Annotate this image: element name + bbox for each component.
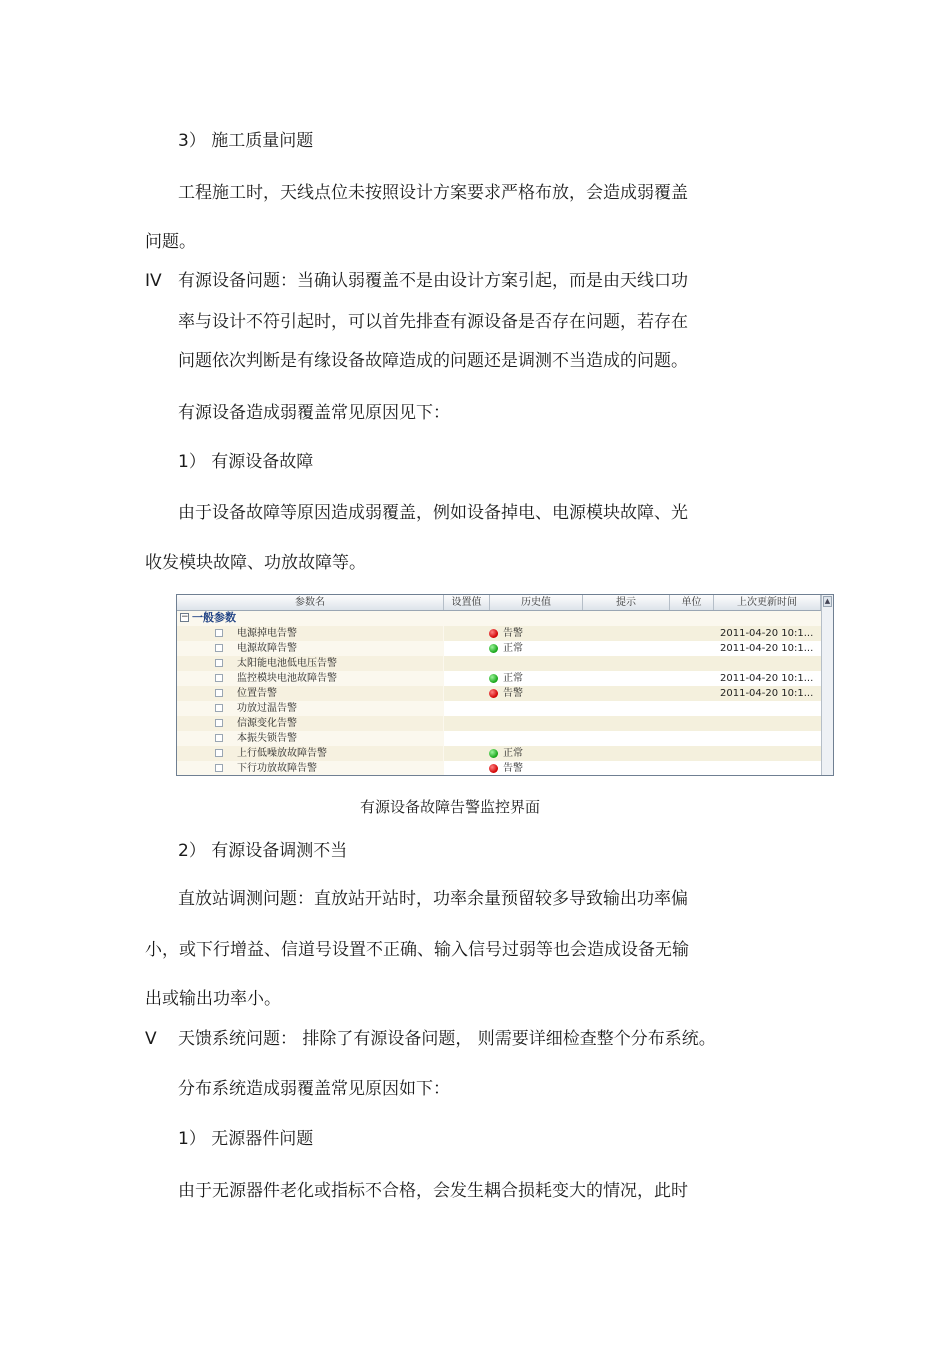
row-value-cells [444,701,821,716]
param-name: 功放过温告警 [237,703,297,714]
row-checkbox[interactable] [215,719,223,727]
param-name: 下行功放故障告警 [237,763,317,774]
row-value-cells [444,731,821,746]
row-value-cells [444,716,821,731]
paragraph-text: 小，或下行增益、信道号设置不正确、输入信号过弱等也会造成设备无输 [145,940,689,960]
row-checkbox[interactable] [215,659,223,667]
normal-green-dot-icon [489,749,498,758]
paragraph-text: 直放站调测问题：直放站开站时，功率余量预留较多导致输出功率偏 [178,889,688,909]
paragraph-text: 有源设备造成弱覆盖常见原因见下： [178,403,450,423]
table-row[interactable] [177,656,821,671]
param-name: 信源变化告警 [237,718,297,729]
collapse-icon[interactable]: − [181,612,189,622]
row-checkbox[interactable] [215,644,223,652]
table-row[interactable] [177,716,821,731]
row-checkbox[interactable] [215,749,223,757]
normal-green-dot-icon [489,644,498,653]
paragraph-text: 出或输出功率小。 [145,989,281,1009]
column-header-history-value[interactable]: 历史值 [490,595,583,610]
history-value: 正常 [503,643,523,654]
row-checkbox[interactable] [215,629,223,637]
paragraph-text: 分布系统造成弱覆盖常见原因如下： [178,1079,450,1099]
row-checkbox[interactable] [215,674,223,682]
param-name: 电源故障告警 [237,643,297,654]
paragraph-text: 问题依次判断是有缘设备故障造成的问题还是调测不当造成的问题。 [178,351,688,371]
column-header-param-name[interactable]: 参数名 [177,595,444,610]
alarm-red-dot-icon [489,689,498,698]
table-row[interactable] [177,761,821,776]
row-checkbox[interactable] [215,689,223,697]
param-name: 太阳能电池低电压告警 [237,658,337,669]
column-header-unit[interactable]: 单位 [670,595,714,610]
group-row[interactable] [177,611,821,625]
param-name: 电源掉电告警 [237,628,297,639]
paragraph-text: 收发模块故障、功放故障等。 [145,553,366,573]
last-update-time: 2011-04-20 10:1... [720,688,814,699]
paragraph-text: 天馈系统问题： 排除了有源设备问题， 则需要详细检查整个分布系统。 [178,1029,716,1049]
roman-numeral-v: V [145,1029,157,1049]
history-value: 告警 [503,628,523,639]
heading-active-equipment-fault: 1） 有源设备故障 [178,452,314,472]
paragraph-text: 问题。 [145,232,196,252]
alarm-red-dot-icon [489,629,498,638]
table-row[interactable] [177,671,821,686]
history-value: 正常 [503,673,523,684]
last-update-time: 2011-04-20 10:1... [720,673,814,684]
table-row[interactable] [177,746,821,761]
last-update-time: 2011-04-20 10:1... [720,643,814,654]
row-value-cells [444,761,821,776]
column-header-hint[interactable]: 提示 [583,595,670,610]
table-row[interactable] [177,626,821,641]
paragraph-text: 率与设计不符引起时，可以首先排查有源设备是否存在问题，若存在 [178,312,688,332]
table-row[interactable] [177,731,821,746]
alarm-monitor-table [176,594,834,776]
row-checkbox[interactable] [215,734,223,742]
group-label: 一般参数 [192,611,236,624]
paragraph-text: 由于设备故障等原因造成弱覆盖，例如设备掉电、电源模块故障、光 [178,503,688,523]
normal-green-dot-icon [489,674,498,683]
param-name: 监控模块电池故障告警 [237,673,337,684]
heading-passive-device-problem: 1） 无源器件问题 [178,1129,314,1149]
row-checkbox[interactable] [215,704,223,712]
table-header [177,595,821,611]
paragraph-text: 工程施工时，天线点位未按照设计方案要求严格布放，会造成弱覆盖 [178,183,688,203]
column-header-last-update[interactable]: 上次更新时间 [714,595,821,610]
paragraph-text: 有源设备问题：当确认弱覆盖不是由设计方案引起，而是由天线口功 [178,271,688,291]
heading-construction-quality: 3） 施工质量问题 [178,131,314,151]
alarm-red-dot-icon [489,764,498,773]
param-name: 本振失锁告警 [237,733,297,744]
figure-caption: 有源设备故障告警监控界面 [360,798,541,816]
history-value: 告警 [503,763,523,774]
column-header-set-value[interactable]: 设置值 [444,595,490,610]
scroll-up-arrow-icon[interactable]: ▲ [824,597,831,605]
table-row[interactable] [177,701,821,716]
row-checkbox[interactable] [215,764,223,772]
param-name: 位置告警 [237,688,277,699]
row-value-cells [444,746,821,761]
table-row[interactable] [177,641,821,656]
param-name: 上行低噪放故障告警 [237,748,327,759]
row-value-cells [444,656,821,671]
heading-improper-commissioning: 2） 有源设备调测不当 [178,841,348,861]
history-value: 正常 [503,748,523,759]
paragraph-text: 由于无源器件老化或指标不合格，会发生耦合损耗变大的情况，此时 [178,1181,688,1201]
roman-numeral-iv: IV [145,271,162,291]
table-row[interactable] [177,686,821,701]
vertical-scrollbar[interactable] [821,595,833,775]
last-update-time: 2011-04-20 10:1... [720,628,814,639]
history-value: 告警 [503,688,523,699]
